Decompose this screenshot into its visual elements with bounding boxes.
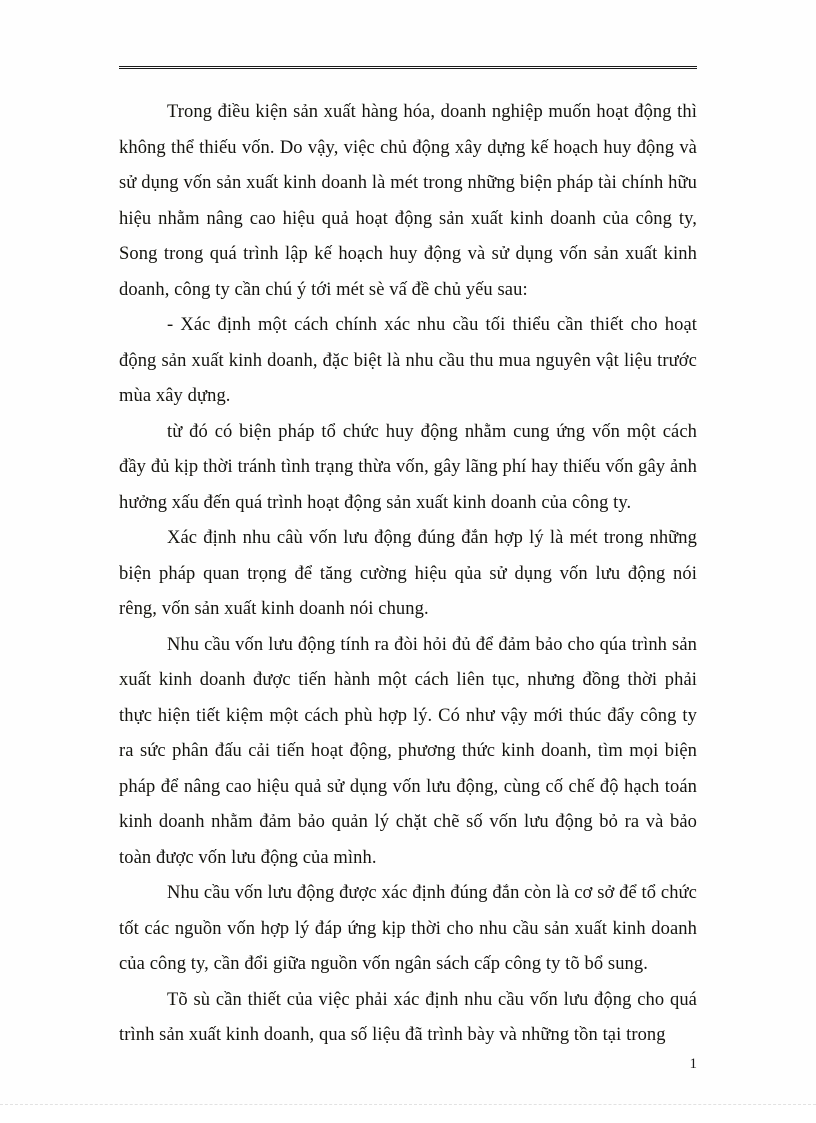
page-bottom-edge	[0, 1104, 816, 1123]
page-number: 1	[689, 1056, 697, 1072]
paragraph: từ đó có biện pháp tổ chức huy động nhằm cung ứng vốn một cách đầy đủ kịp thời tránh tình trạng thừa vốn, gây lãng phí hay thiếu vốn gây ảnh hưởng xấu đến quá trình hoạt động sản xuất kinh doanh của công ty.	[119, 421, 697, 513]
paragraph: Nhu cầu vốn lưu động được xác định đúng đắn còn là cơ sở để tổ chức tốt các nguồn vốn hợp lý đáp ứng kịp thời cho nhu cầu sản xuất kinh doanh của công ty, cần đổi giữa nguồn vốn ngân sách cấp công ty tõ bổ sung.	[119, 883, 697, 974]
paragraph: Nhu cầu vốn lưu động tính ra đòi hỏi đủ để đảm bảo cho qúa trình sản xuất kinh doanh được tiến hành một cách liên tục, nhưng đồng thời phải thực hiện tiết kiệm một cách phù hợp lý. Có như vậy mới thúc đẩy công ty ra sức phân đấu cải tiến hoạt động, phương thức kinh doanh, tìm mọi biện pháp để nâng cao hiệu quả sử dụng vốn lưu động, cùng cố chế độ hạch toán kinh doanh nhằm đảm bảo quản lý chặt chẽ số vốn lưu động bỏ ra và bảo toàn được vốn lưu động của mình.	[119, 634, 697, 868]
paragraph: Trong điều kiện sản xuất hàng hóa, doanh nghiệp muốn hoạt động thì không thể thiếu vốn. Do vậy, việc chủ động xây dựng kế hoạch huy động và sử dụng vốn sản xuất kinh doanh là mét trong những biện pháp tài chính hữu hiệu nhằm nâng cao hiệu quả hoạt động sản xuất kinh doanh của công ty, Song trong quá trình lập kế hoạch huy động và sử dụng vốn sản xuất kinh doanh, công ty cần chú ý tới mét sè vấ đề chủ yếu sau:	[119, 102, 697, 300]
page-content	[119, 66, 697, 1072]
paragraph: Xác định nhu câù vốn lưu động đúng đắn hợp lý là mét trong những biện pháp quan trọng để tăng cường hiệu qủa sử dụng vốn lưu động nói rêng, vốn sản xuất kinh doanh nói chung.	[119, 528, 697, 619]
document-body	[119, 95, 697, 1054]
paragraph: - Xác định một cách chính xác nhu cầu tối thiểu cần thiết cho hoạt động sản xuất kinh doanh, đặc biệt là nhu cầu thu mua nguyên vật liệu trước mùa xây dựng.	[119, 315, 697, 406]
paragraph: Tõ sù cần thiết của việc phải xác định nhu cầu vốn lưu động cho quá trình sản xuất kinh doanh, qua số liệu đã trình bày và những tồn tại trong	[119, 989, 697, 1045]
header-double-rule	[119, 66, 697, 69]
